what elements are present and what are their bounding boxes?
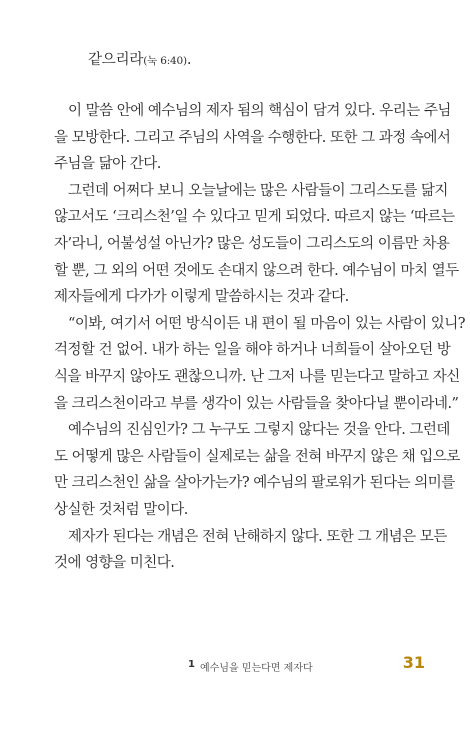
text-line: 을 모방한다. 그리고 주님의 사역을 수행한다. 또한 그 과정 속에서 <box>54 129 451 146</box>
quote-ending <box>88 48 191 69</box>
quote-ending-period: . <box>186 52 192 68</box>
text-line: 않고서도 ‘크리스천’일 수 있다고 믿게 되었다. 따르지 않는 ‘따르는 <box>54 209 455 226</box>
paragraph <box>54 98 451 178</box>
quote-ending-text: 같으리라 <box>88 52 144 68</box>
text-line: 할 뿐, 그 외의 어떤 것에도 손대지 않으려 한다. 예수님이 마치 열두 <box>54 262 459 279</box>
chapter-number: 1 <box>188 659 195 670</box>
body-text <box>54 98 466 577</box>
paragraph <box>54 311 466 417</box>
text-line: 상실한 것처럼 말이다. <box>54 501 188 518</box>
text-line: 식을 바꾸지 않아도 괜찮으니까. 난 그저 나를 믿는다고 말하고 자신 <box>54 368 460 385</box>
text-line: 그런데 어쩌다 보니 오늘날에는 많은 사람들이 그리스도를 닮지 <box>68 182 448 199</box>
chapter-title: 예수님을 믿는다면 제자다 <box>200 663 313 674</box>
text-line: 걱정할 건 없어. 내가 하는 일을 해야 하거나 너희들이 살아오던 방 <box>54 342 451 359</box>
paragraph <box>54 417 460 523</box>
text-line: 자’라니, 어불성설 아닌가? 많은 성도들이 그리스도의 이름만 차용 <box>54 235 450 252</box>
text-line: 주님을 닮아 간다. <box>54 156 161 173</box>
text-line: 예수님의 진심인가? 그 누구도 그렇지 않다는 것을 안다. 그런데 <box>68 422 450 439</box>
page-number: 31 <box>402 653 425 672</box>
scripture-reference: (눅 6:40) <box>143 55 187 67</box>
text-line: “이봐, 여기서 어떤 방식이든 내 편이 될 마음이 있는 사람이 있니? <box>68 315 466 332</box>
text-line: 을 크리스천이라고 부를 생각이 있는 사람들을 찾아다닐 뿐이라네.” <box>54 395 459 412</box>
text-line: 제자가 된다는 개념은 전혀 난해하지 않다. 또한 그 개념은 모든 <box>68 528 447 545</box>
text-line: 것에 영향을 미친다. <box>54 555 175 572</box>
paragraph <box>54 524 447 577</box>
paragraph <box>54 178 459 311</box>
text-line: 제자들에게 다가가 이렇게 말씀하시는 것과 같다. <box>54 289 349 306</box>
text-line: 만 크리스천인 삶을 살아가는가? 예수님의 팔로워가 된다는 의미를 <box>54 475 455 492</box>
page-footer <box>160 653 425 677</box>
text-line: 이 말씀 안에 예수님의 제자 됨의 핵심이 담겨 있다. 우리는 주님 <box>68 103 451 119</box>
text-line: 도 어떻게 많은 사람들이 실제로는 삶을 전혀 바꾸지 않은 채 입으로 <box>54 448 460 465</box>
